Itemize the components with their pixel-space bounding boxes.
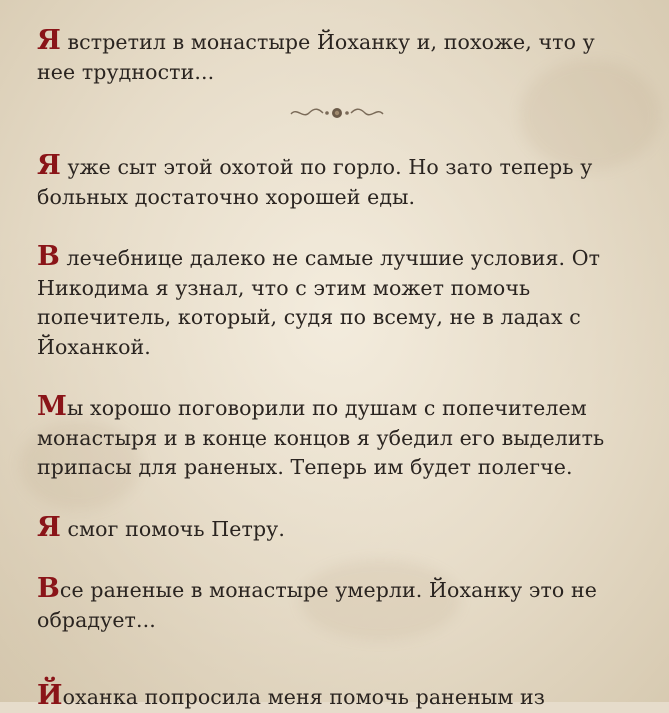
entry-initial: Я	[37, 25, 61, 56]
entry-initial: Я	[37, 150, 61, 181]
journal-entry-1	[37, 25, 637, 87]
journal-entry-4	[37, 391, 637, 483]
entry-text: смог помочь Петру.	[60, 516, 285, 541]
journal-entry-5	[37, 511, 637, 545]
entry-initial: Я	[37, 511, 61, 543]
journal-entry-3	[37, 241, 637, 362]
entry-initial: В	[37, 241, 60, 272]
entry-initial: Й	[37, 680, 63, 711]
journal-entry-2	[37, 150, 637, 212]
journal-entries[interactable]	[37, 25, 637, 635]
entry-initial: М	[37, 391, 67, 422]
entry-text: ы хорошо поговорили по душам с попечителем монастыря и в конце концов я убедил его выделить припасы для раненых. Теперь им будет полегче.	[37, 396, 605, 479]
entry-text: встретил в монастыре Йоханку и, похоже, что у нее трудности...	[37, 30, 595, 84]
journal-entry-7	[37, 680, 637, 713]
separator	[37, 101, 637, 153]
entry-initial: В	[37, 573, 60, 604]
ornament-divider-icon	[287, 101, 387, 125]
entry-text: лечебнице далеко не самые лучшие условия. От Никодима я узнал, что с этим может помочь попечитель, который, судя по всему, не в ладах с Йоханкой.	[37, 246, 601, 359]
entry-text: оханка попросила меня помочь раненым из	[62, 685, 546, 709]
journal-entry-6	[37, 573, 637, 635]
entry-text: уже сыт этой охотой по горло. Но зато теперь у больных достаточно хорошей еды.	[37, 155, 593, 209]
entry-text: се раненые в монастыре умерли. Йоханку это не обрадует...	[37, 578, 597, 632]
